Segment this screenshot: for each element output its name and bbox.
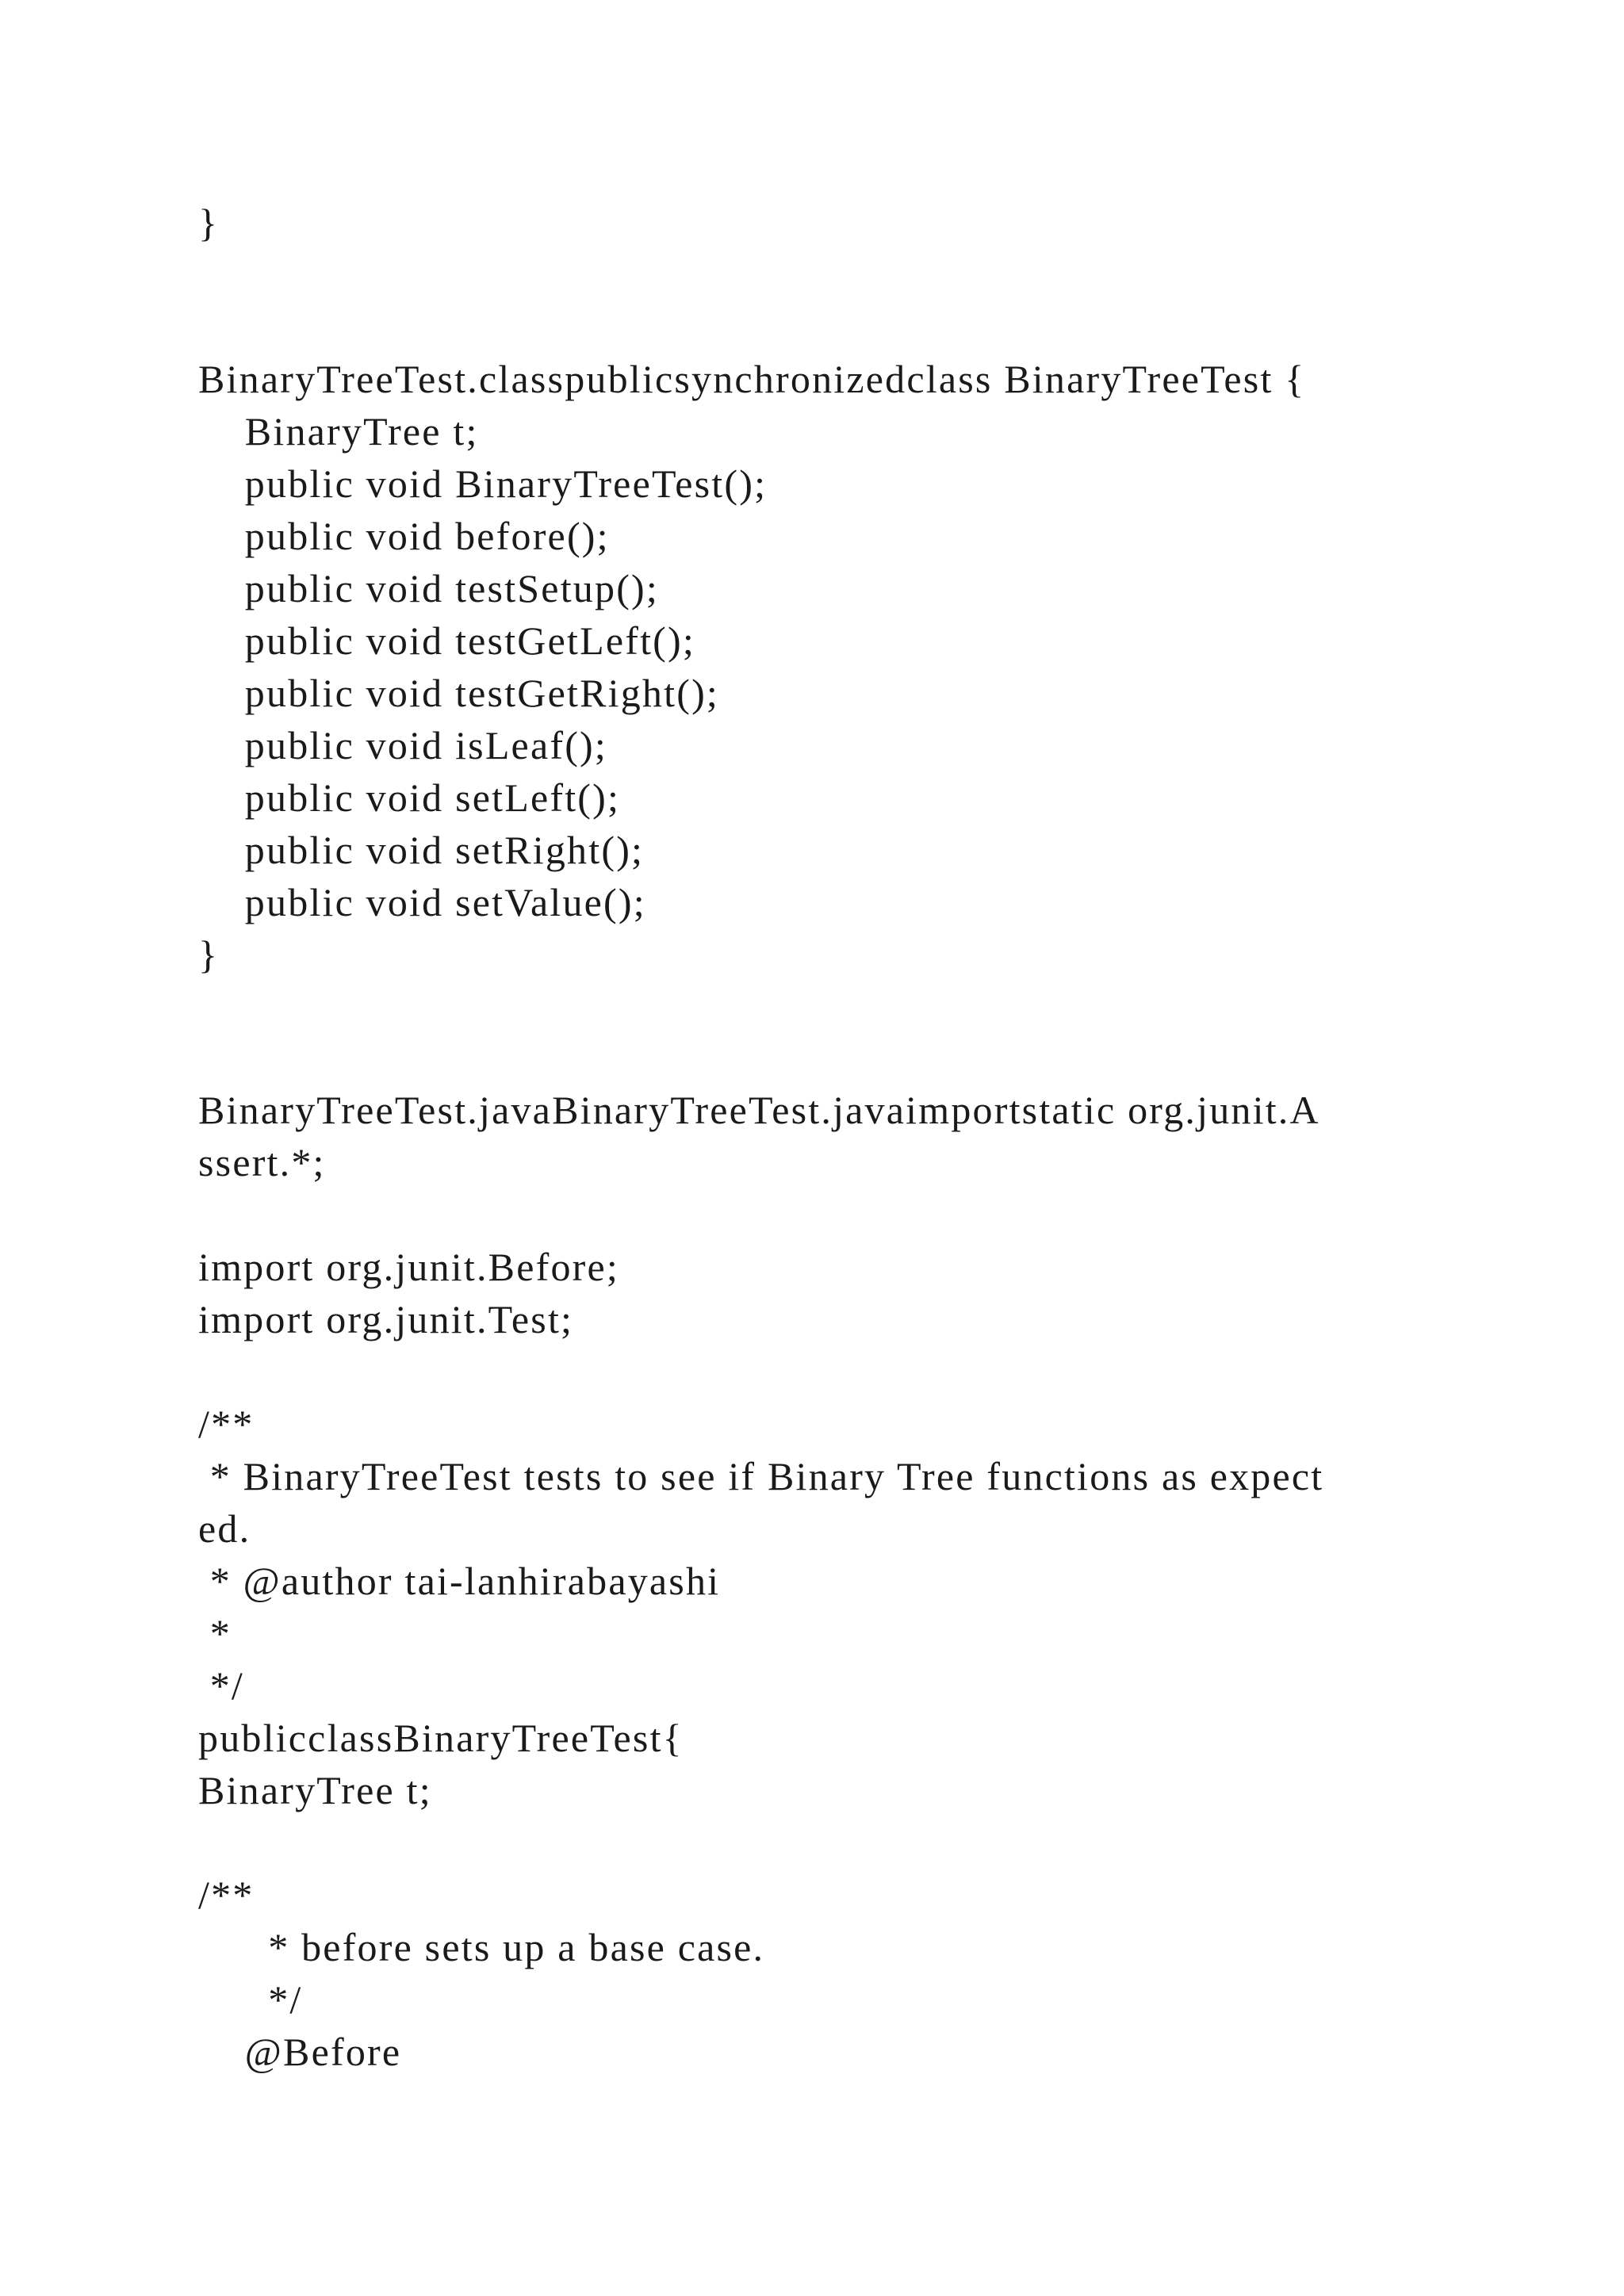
code-line: import org.junit.Before; [198, 1245, 619, 1289]
code-line: public void isLeaf(); [198, 723, 607, 767]
code-line: BinaryTree t; [198, 1768, 432, 1812]
code-line: * [198, 1611, 232, 1655]
code-line: public void testSetup(); [198, 566, 659, 610]
code-line: */ [198, 1977, 303, 2022]
code-line: BinaryTreeTest.classpublicsynchronizedclass BinaryTreeTest { [198, 357, 1306, 401]
code-line: */ [198, 1663, 244, 1708]
code-line: public void setLeft(); [198, 775, 621, 820]
code-line: public void before(); [198, 514, 610, 558]
code-line: public void testGetLeft(); [198, 618, 695, 663]
code-line: ed. [198, 1506, 251, 1551]
code-line: * before sets up a base case. [198, 1925, 765, 1969]
code-line: BinaryTreeTest.javaBinaryTreeTest.javaimportstatic org.junit.A [198, 1088, 1320, 1132]
code-line: /** [198, 1873, 255, 1917]
code-line: ssert.*; [198, 1140, 326, 1184]
code-line: /** [198, 1402, 255, 1446]
code-line: @Before [198, 2030, 402, 2074]
code-line: import org.junit.Test; [198, 1297, 574, 1341]
code-line: public void testGetRight(); [198, 671, 720, 715]
code-line: } [198, 201, 220, 245]
code-line: * BinaryTreeTest tests to see if Binary Tree functions as expect [198, 1454, 1324, 1498]
code-line: public void setValue(); [198, 880, 646, 924]
code-line: public void setRight(); [198, 828, 645, 872]
code-line: * @author tai-lanhirabayashi [198, 1559, 721, 1603]
code-line: BinaryTree t; [198, 409, 479, 453]
code-line: public void BinaryTreeTest(); [198, 461, 768, 506]
code-line: } [198, 932, 220, 977]
code-line: publicclassBinaryTreeTest{ [198, 1716, 684, 1760]
